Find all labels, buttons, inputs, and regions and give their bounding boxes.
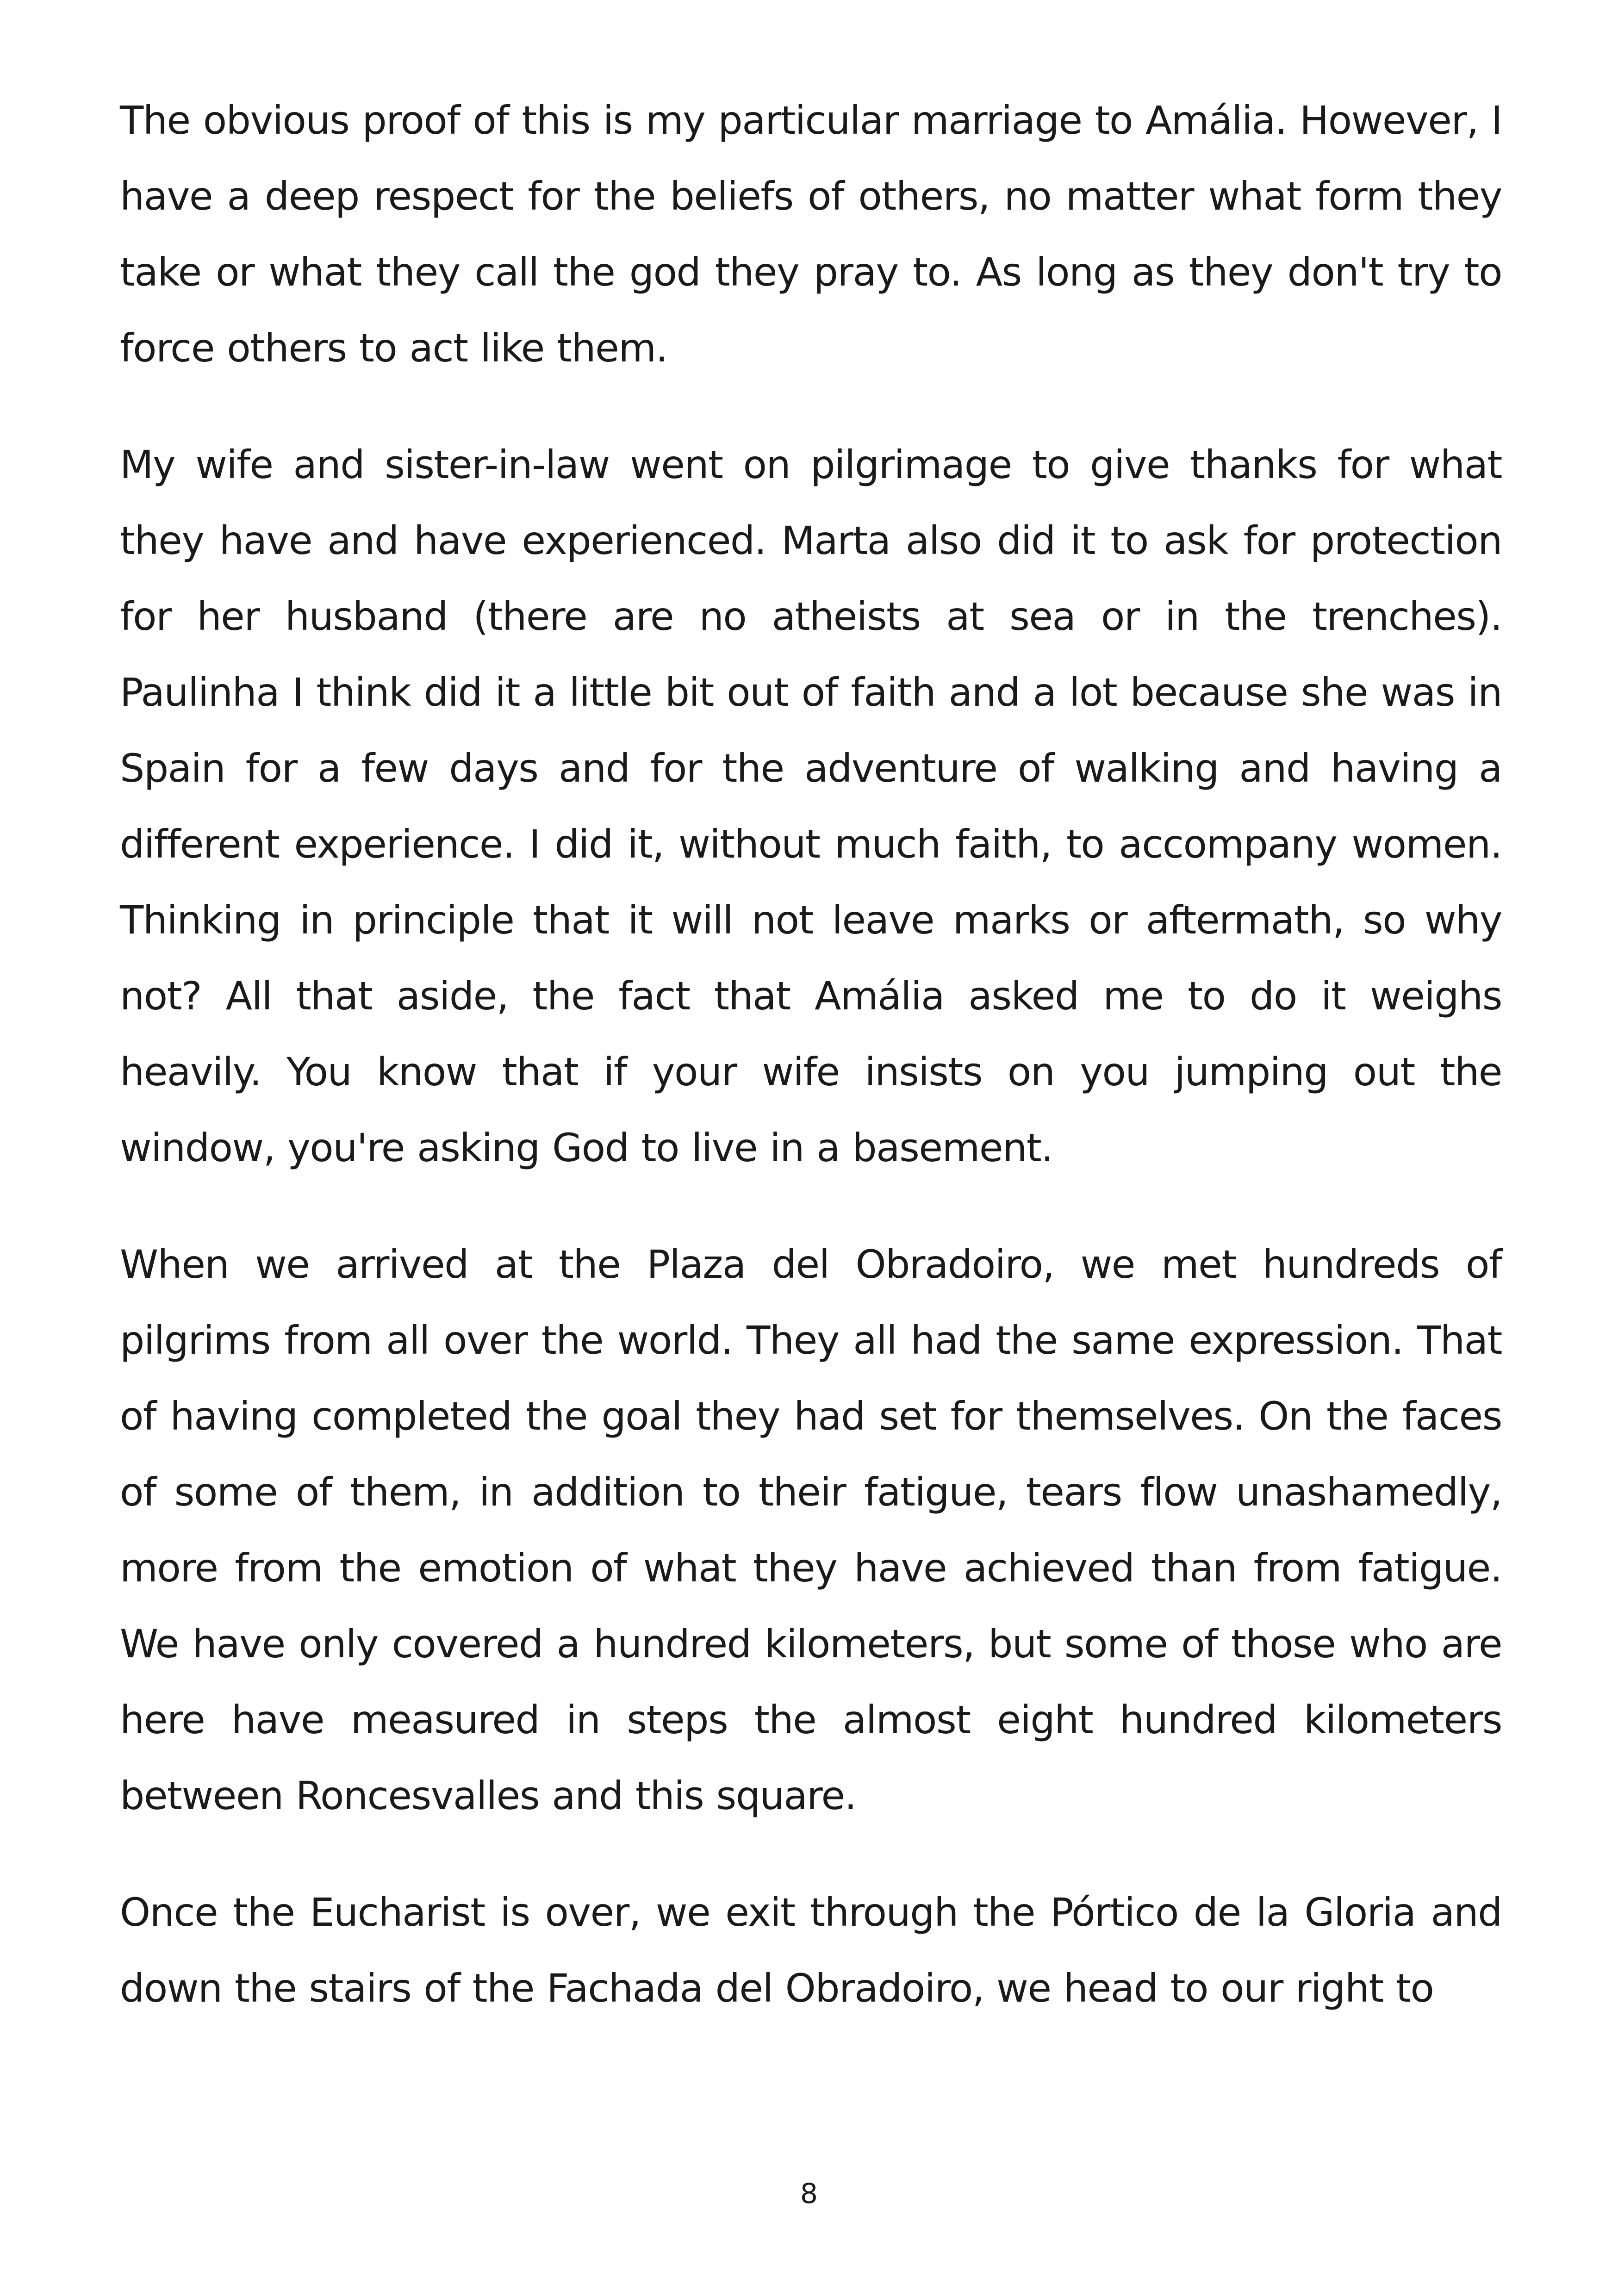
paragraph-3: When we arrived at the Plaza del Obradoiro, we met hundreds of pilgrims from all over the world. They all had the same expression. That of having completed the goal they had set for themselves. On the faces of some of them, in addition to their fatigue, tears flow unashamedly, more from the emotion of what they have achieved than from fatigue. We have only covered a hundred kilometers, but some of those who are here have measured in steps the almost eight hundred kilometers between Roncesvalles and this square. — [120, 1242, 1502, 1818]
paragraph-1: The obvious proof of this is my particular marriage to Amália. However, I have a deep respect for the beliefs of others, no matter what form they take or what they call the god they pray to. As long as they don't try to force others to act like them. — [120, 98, 1502, 371]
body-text — [120, 82, 1502, 2026]
paragraph-4: Once the Eucharist is over, we exit through the Pórtico de la Gloria and down the stairs of the Fachada del Obradoiro, we head to our right to — [120, 1890, 1502, 2011]
page-number: 8 — [800, 2178, 818, 2210]
paragraph-2: My wife and sister-in-law went on pilgrimage to give thanks for what they have and have experienced. Marta also did it to ask for protection for her husband (there are no atheists at sea or in the trenches). Paulinha I think did it a little bit out of faith and a lot because she was in Spain for a few days and for the adventure of walking and having a different experience. I did it, without much faith, to accompany women. Thinking in principle that it will not leave marks or aftermath, so why not? All that aside, the fact that Amália asked me to do it weighs heavily. You know that if your wife insists on you jumping out the window, you're asking God to live in a basement. — [120, 442, 1502, 1170]
